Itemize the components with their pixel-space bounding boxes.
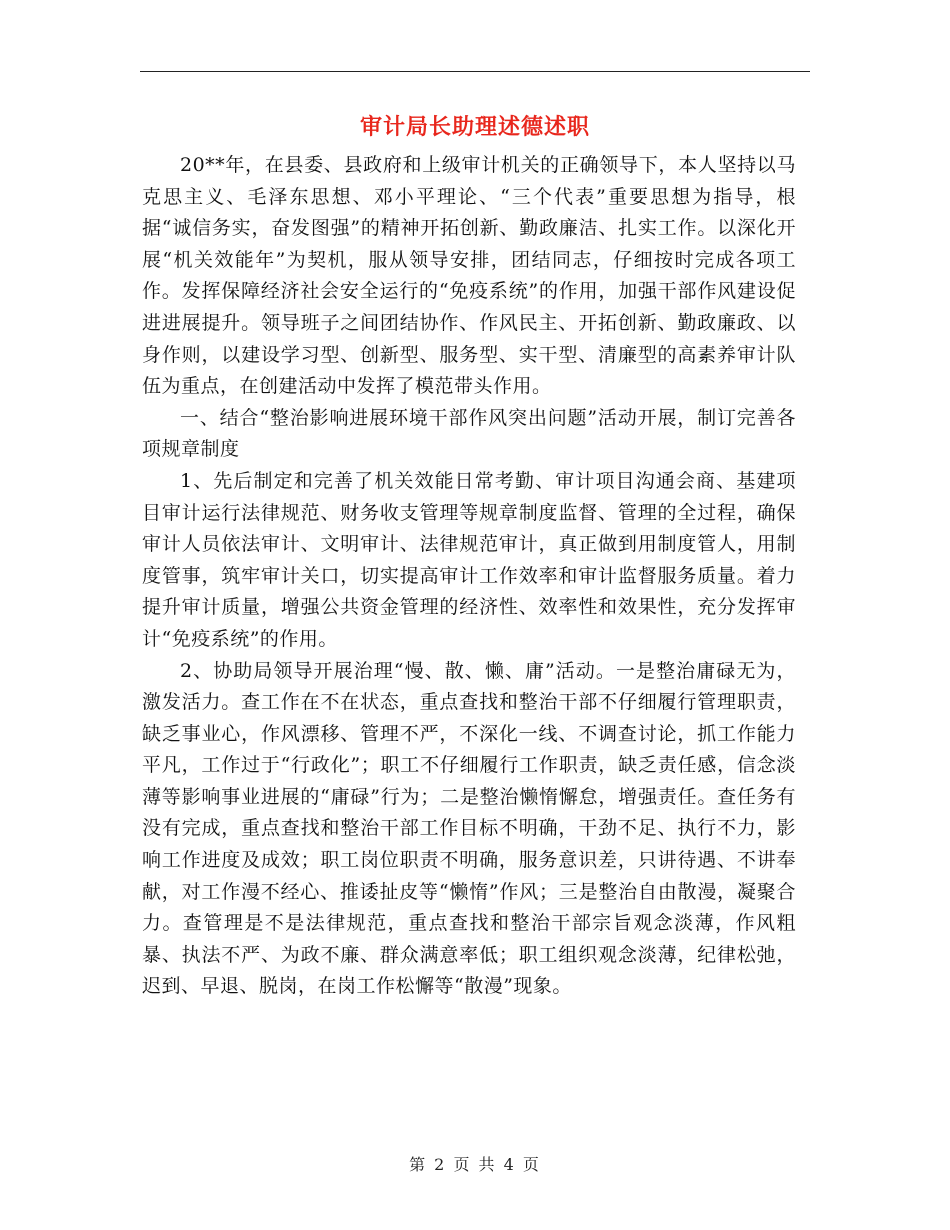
document-title: 审计局长助理述德述职 <box>359 114 590 140</box>
document-body <box>142 150 796 1003</box>
page-number-footer: 第 2 页 共 4 页 <box>409 1155 541 1174</box>
header-rule <box>140 71 810 72</box>
paragraph-intro: 20**年，在县委、县政府和上级审计机关的正确领导下，本人坚持以马克思主义、毛泽东思想、邓小平理论、“三个代表”重要思想为指导，根据“诚信务实，奋发图强”的精神开拓创新、勤政廉洁、扎实工作。以深化开展“机关效能年”为契机，服从领导安排，团结同志，仔细按时完成各项工作。发挥保障经济社会安全运行的“免疫系统”的作用，加强干部作风建设促进进展提升。领导班子之间团结协作、作风民主、开拓创新、勤政廉政、以身作则，以建设学习型、创新型、服务型、实干型、清廉型的高素养审计队伍为重点，在创建活动中发挥了模范带头作用。 <box>142 154 796 398</box>
section-heading-1: 一、结合“整治影响进展环境干部作风突出问题”活动开展，制订完善各项规章制度 <box>142 406 796 461</box>
paragraph-item-1: 1、先后制定和完善了机关效能日常考勤、审计项目沟通会商、基建项目审计运行法律规范、财务收支管理等规章制度监督、管理的全过程，确保审计人员依法审计、文明审计、法律规范审计，真正做到用制度管人，用制度管事，筑牢审计关口，切实提高审计工作效率和审计监督服务质量。着力提升审计质量，增强公共资金管理的经济性、效率性和效果性，充分发挥审计“免疫系统”的作用。 <box>142 469 796 650</box>
paragraph-item-2: 2、协助局领导开展治理“慢、散、懒、庸”活动。一是整治庸碌无为，激发活力。查工作在不在状态，重点查找和整治干部不仔细履行管理职责，缺乏事业心，作风漂移、管理不严，不深化一线、不调查讨论，抓工作能力平凡，工作过于“行政化”；职工不仔细履行工作职责，缺乏责任感，信念淡薄等影响事业进展的“庸碌”行为；二是整治懒惰懈怠，增强责任。查任务有没有完成，重点查找和整治干部工作目标不明确，干劲不足、执行不力，影响工作进度及成效；职工岗位职责不明确，服务意识差，只讲待遇、不讲奉献，对工作漫不经心、推诿扯皮等“懒惰”作风；三是整治自由散漫，凝聚合力。查管理是不是法律规范，重点查找和整治干部宗旨观念淡薄，作风粗暴、执法不严、为政不廉、群众满意率低；职工组织观念淡薄，纪律松弛，迟到、早退、脱岗，在岗工作松懈等“散漫”现象。 <box>142 659 796 998</box>
